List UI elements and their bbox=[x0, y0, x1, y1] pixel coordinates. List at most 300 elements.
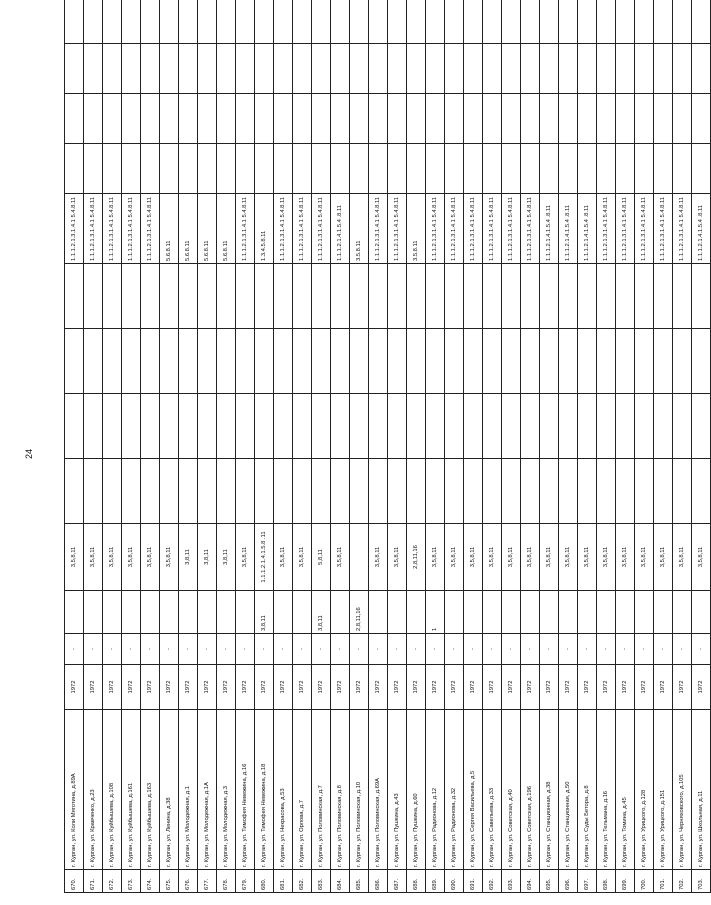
table-cell-c7 bbox=[350, 394, 369, 459]
table-cell-n: 678. bbox=[217, 870, 236, 893]
table-cell-c9 bbox=[369, 264, 388, 329]
table-cell-c3: - bbox=[483, 634, 502, 665]
table-cell-c12 bbox=[673, 94, 692, 144]
table-cell-c4 bbox=[122, 591, 141, 634]
table-cell-c13 bbox=[141, 44, 160, 94]
table-cell-c11 bbox=[673, 144, 692, 194]
table-cell-c3: - bbox=[217, 634, 236, 665]
table-cell-c9 bbox=[578, 264, 597, 329]
table-cell-c8 bbox=[483, 329, 502, 394]
table-cell-c14 bbox=[426, 0, 445, 44]
table-cell-n: 686. bbox=[369, 870, 388, 893]
table-cell-c5: 5,8,11 bbox=[312, 524, 331, 591]
table-cell-c14 bbox=[293, 0, 312, 44]
table-cell-addr: г. Курган, ул. Куйбышева, д.108 bbox=[103, 710, 122, 870]
table-cell-c13 bbox=[521, 44, 540, 94]
table-cell-c6 bbox=[236, 459, 255, 524]
table-cell-c13 bbox=[122, 44, 141, 94]
table-cell-c7 bbox=[198, 394, 217, 459]
table-cell-c7 bbox=[255, 394, 274, 459]
table-cell-c6 bbox=[198, 459, 217, 524]
table-cell-c9 bbox=[255, 264, 274, 329]
table-cell-c8 bbox=[141, 329, 160, 394]
table-cell-c14 bbox=[331, 0, 350, 44]
table-cell-c4 bbox=[616, 591, 635, 634]
table-cell-year: 1972 bbox=[597, 665, 616, 710]
table-cell-c5: 3,5,8,11 bbox=[369, 524, 388, 591]
table-cell-c5: 3,5,8,11 bbox=[122, 524, 141, 591]
table-cell-n: 703. bbox=[692, 870, 711, 893]
table-cell-c9 bbox=[616, 264, 635, 329]
table-cell-c8 bbox=[179, 329, 198, 394]
table-cell-c7 bbox=[559, 394, 578, 459]
table-cell-c10: 1.1.1.2.1.3.1.4.1 5.4.8.11 bbox=[654, 194, 673, 264]
table-cell-c11 bbox=[692, 144, 711, 194]
table-cell-c9 bbox=[483, 264, 502, 329]
table-cell-c9 bbox=[521, 264, 540, 329]
table-cell-c14 bbox=[312, 0, 331, 44]
table-cell-c6 bbox=[578, 459, 597, 524]
table-cell-n: 683. bbox=[312, 870, 331, 893]
table-cell-n: 698. bbox=[597, 870, 616, 893]
table-row bbox=[255, 0, 274, 893]
table-cell-c7 bbox=[65, 394, 84, 459]
table-cell-addr: г. Курган, ул. Суды Бетора, д.8 bbox=[578, 710, 597, 870]
table-cell-c12 bbox=[654, 94, 673, 144]
table-cell-c9 bbox=[236, 264, 255, 329]
table-cell-c14 bbox=[103, 0, 122, 44]
table-cell-c12 bbox=[350, 94, 369, 144]
table-cell-c5: 3,5,8,11 bbox=[103, 524, 122, 591]
table-cell-c9 bbox=[654, 264, 673, 329]
table-cell-c12 bbox=[331, 94, 350, 144]
table-cell-c5: 3,5,8,11 bbox=[274, 524, 293, 591]
table-row bbox=[673, 0, 692, 893]
table-cell-c4 bbox=[483, 591, 502, 634]
table-cell-c10: 1.1.1.2.1.4.1.5.4 .8.11 bbox=[692, 194, 711, 264]
table-cell-c5: 3,5,8,11 bbox=[331, 524, 350, 591]
table-cell-c12 bbox=[578, 94, 597, 144]
table-cell-c7 bbox=[160, 394, 179, 459]
table-cell-c14 bbox=[616, 0, 635, 44]
table-cell-c11 bbox=[312, 144, 331, 194]
table-cell-c3: - bbox=[654, 634, 673, 665]
table-cell-c11 bbox=[65, 144, 84, 194]
table-cell-c12 bbox=[445, 94, 464, 144]
table-cell-c14 bbox=[350, 0, 369, 44]
table-cell-c5: 3,5,8,11 bbox=[692, 524, 711, 591]
table-cell-c9 bbox=[692, 264, 711, 329]
table-cell-c13 bbox=[388, 44, 407, 94]
table-cell-c3: - bbox=[426, 634, 445, 665]
table-cell-c6 bbox=[521, 459, 540, 524]
table-cell-c4 bbox=[521, 591, 540, 634]
table-cell-c5: 3,5,8,11 bbox=[502, 524, 521, 591]
table-cell-c3: - bbox=[198, 634, 217, 665]
table-cell-c14 bbox=[635, 0, 654, 44]
table-cell-c6 bbox=[635, 459, 654, 524]
table-cell-c6 bbox=[445, 459, 464, 524]
table-cell-year: 1972 bbox=[198, 665, 217, 710]
table-cell-c5: 3,5,8,11 bbox=[616, 524, 635, 591]
table-cell-c12 bbox=[502, 94, 521, 144]
table-cell-c11 bbox=[559, 144, 578, 194]
table-cell-addr: г. Курган, ул. Черняховского, д.105 bbox=[673, 710, 692, 870]
table-cell-year: 1972 bbox=[293, 665, 312, 710]
table-cell-c8 bbox=[255, 329, 274, 394]
table-row bbox=[103, 0, 122, 893]
table-cell-c13 bbox=[179, 44, 198, 94]
table-cell-n: 688. bbox=[407, 870, 426, 893]
table-cell-c11 bbox=[369, 144, 388, 194]
table-cell-year: 1972 bbox=[521, 665, 540, 710]
table-cell-c3: - bbox=[84, 634, 103, 665]
table-cell-c12 bbox=[236, 94, 255, 144]
table-cell-addr: г. Курган, ул. Радионова, д.12 bbox=[426, 710, 445, 870]
table-cell-c10: 1.1.1.2.1.4.1.5.4 .8.11 bbox=[540, 194, 559, 264]
table-cell-c12 bbox=[84, 94, 103, 144]
table-cell-c4 bbox=[369, 591, 388, 634]
table-cell-c6 bbox=[540, 459, 559, 524]
table-cell-n: 690. bbox=[445, 870, 464, 893]
table-cell-year: 1972 bbox=[312, 665, 331, 710]
table-cell-c3: - bbox=[350, 634, 369, 665]
table-cell-c6 bbox=[255, 459, 274, 524]
table-cell-c11 bbox=[293, 144, 312, 194]
table-row bbox=[312, 0, 331, 893]
table-cell-n: 684. bbox=[331, 870, 350, 893]
table-cell-c4: 3,8,11 bbox=[312, 591, 331, 634]
table-cell-c6 bbox=[312, 459, 331, 524]
table-cell-year: 1972 bbox=[540, 665, 559, 710]
table-cell-n: 702. bbox=[673, 870, 692, 893]
table-cell-c11 bbox=[84, 144, 103, 194]
table-cell-c13 bbox=[331, 44, 350, 94]
table-cell-c8 bbox=[407, 329, 426, 394]
table-cell-c11 bbox=[103, 144, 122, 194]
table-cell-c13 bbox=[198, 44, 217, 94]
table-cell-c4 bbox=[293, 591, 312, 634]
table-row bbox=[350, 0, 369, 893]
table-cell-c3: - bbox=[103, 634, 122, 665]
table-cell-c3: - bbox=[179, 634, 198, 665]
table-row bbox=[274, 0, 293, 893]
table-cell-c11 bbox=[350, 144, 369, 194]
table-cell-c6 bbox=[407, 459, 426, 524]
table-cell-c3: - bbox=[274, 634, 293, 665]
table-cell-n: 671. bbox=[84, 870, 103, 893]
table-row bbox=[293, 0, 312, 893]
table-row bbox=[521, 0, 540, 893]
table-cell-c14 bbox=[236, 0, 255, 44]
table-cell-c14 bbox=[464, 0, 483, 44]
table-cell-c7 bbox=[141, 394, 160, 459]
table-cell-c12 bbox=[255, 94, 274, 144]
table-cell-year: 1972 bbox=[179, 665, 198, 710]
table-cell-c4 bbox=[141, 591, 160, 634]
table-cell-c12 bbox=[635, 94, 654, 144]
table-cell-c8 bbox=[122, 329, 141, 394]
table-cell-c6 bbox=[65, 459, 84, 524]
table-cell-c11 bbox=[502, 144, 521, 194]
table-cell-addr: г. Курган, ул. Советская, д.196 bbox=[521, 710, 540, 870]
table-cell-c3: - bbox=[236, 634, 255, 665]
table-cell-c7 bbox=[312, 394, 331, 459]
table-cell-c12 bbox=[483, 94, 502, 144]
table-cell-n: 697. bbox=[578, 870, 597, 893]
table-cell-c4 bbox=[445, 591, 464, 634]
table-cell-year: 1972 bbox=[274, 665, 293, 710]
table-cell-c11 bbox=[578, 144, 597, 194]
table-cell-c5: 3,5,8,11 bbox=[483, 524, 502, 591]
table-cell-c4 bbox=[65, 591, 84, 634]
table-cell-c4 bbox=[540, 591, 559, 634]
table-cell-addr: г. Курган, ул. Молодежная, д.1А bbox=[198, 710, 217, 870]
table-cell-c4: 3,8,11 bbox=[255, 591, 274, 634]
table-cell-c6 bbox=[502, 459, 521, 524]
table-cell-c4 bbox=[274, 591, 293, 634]
table-cell-c13 bbox=[407, 44, 426, 94]
table-cell-c6 bbox=[141, 459, 160, 524]
table-cell-c3: - bbox=[502, 634, 521, 665]
table-cell-c9 bbox=[540, 264, 559, 329]
table-cell-c12 bbox=[521, 94, 540, 144]
table-cell-addr: г. Курган, ул. Станционная, д.38 bbox=[540, 710, 559, 870]
table-cell-c8 bbox=[521, 329, 540, 394]
table-cell-c3: - bbox=[122, 634, 141, 665]
table-cell-c5: 3,5,8,11 bbox=[160, 524, 179, 591]
table-cell-c12 bbox=[692, 94, 711, 144]
table-cell-c10: 1.1.1.2.1.3.1.4.1 5.4.8.11 bbox=[141, 194, 160, 264]
table-cell-c5: 3,5,8,11 bbox=[65, 524, 84, 591]
table-cell-c5: 3,8,11 bbox=[217, 524, 236, 591]
table-cell-c8 bbox=[217, 329, 236, 394]
table-cell-c4 bbox=[407, 591, 426, 634]
table-cell-c13 bbox=[654, 44, 673, 94]
table-cell-c4 bbox=[179, 591, 198, 634]
table-cell-n: 689. bbox=[426, 870, 445, 893]
table-cell-c7 bbox=[179, 394, 198, 459]
table-cell-c3: - bbox=[407, 634, 426, 665]
table-cell-c11 bbox=[464, 144, 483, 194]
buildings-table bbox=[64, 0, 711, 893]
table-cell-year: 1972 bbox=[388, 665, 407, 710]
table-cell-c3: - bbox=[635, 634, 654, 665]
table-cell-c9 bbox=[407, 264, 426, 329]
table-cell-year: 1972 bbox=[635, 665, 654, 710]
table-cell-c7 bbox=[407, 394, 426, 459]
table-cell-c5: 3,5,8,11 bbox=[597, 524, 616, 591]
table-row bbox=[122, 0, 141, 893]
table-cell-c7 bbox=[293, 394, 312, 459]
table-cell-c13 bbox=[445, 44, 464, 94]
table-cell-c8 bbox=[293, 329, 312, 394]
table-cell-c5: 3,5,8,11 bbox=[84, 524, 103, 591]
table-row bbox=[426, 0, 445, 893]
table-cell-c12 bbox=[179, 94, 198, 144]
table-cell-c11 bbox=[122, 144, 141, 194]
table-row bbox=[407, 0, 426, 893]
table-cell-c10: 1.1.1.2.1.3.1.4.1 5.4.8.11 bbox=[65, 194, 84, 264]
table-row bbox=[217, 0, 236, 893]
table-cell-n: 681. bbox=[274, 870, 293, 893]
table-cell-c4 bbox=[654, 591, 673, 634]
table-cell-addr: г. Курган, ул. Некрасова, д.53 bbox=[274, 710, 293, 870]
table-cell-c6 bbox=[122, 459, 141, 524]
table-cell-c8 bbox=[274, 329, 293, 394]
table-cell-c5: 3,5,8,11 bbox=[654, 524, 673, 591]
table-cell-c3: - bbox=[692, 634, 711, 665]
table-cell-c3: - bbox=[559, 634, 578, 665]
table-cell-c8 bbox=[198, 329, 217, 394]
table-cell-c9 bbox=[464, 264, 483, 329]
table-row bbox=[654, 0, 673, 893]
table-row bbox=[692, 0, 711, 893]
table-cell-c5: 3,8,11 bbox=[198, 524, 217, 591]
table-cell-c5: 3,5,8,11 bbox=[236, 524, 255, 591]
table-cell-addr: г. Курган, ул. Кравченко, д.23 bbox=[84, 710, 103, 870]
table-row bbox=[578, 0, 597, 893]
table-row bbox=[331, 0, 350, 893]
table-cell-addr: г. Курган, ул. Урицкого, д.151 bbox=[654, 710, 673, 870]
table-cell-c9 bbox=[198, 264, 217, 329]
table-cell-c7 bbox=[464, 394, 483, 459]
table-row bbox=[559, 0, 578, 893]
table-cell-c10: 1.1.1.2.1.3.1.4.1 5.4.8.11 bbox=[616, 194, 635, 264]
table-cell-c13 bbox=[84, 44, 103, 94]
table-row bbox=[445, 0, 464, 893]
table-cell-c8 bbox=[84, 329, 103, 394]
table-cell-c9 bbox=[274, 264, 293, 329]
table-cell-c7 bbox=[369, 394, 388, 459]
table-cell-c14 bbox=[160, 0, 179, 44]
table-cell-c13 bbox=[540, 44, 559, 94]
table-cell-addr: г. Курган, ул. Молодежная, д.1 bbox=[179, 710, 198, 870]
table-cell-c5: 3,5,8,11 bbox=[578, 524, 597, 591]
table-cell-c9 bbox=[635, 264, 654, 329]
table-cell-c3: - bbox=[255, 634, 274, 665]
table-cell-c12 bbox=[103, 94, 122, 144]
table-cell-c3: - bbox=[141, 634, 160, 665]
table-cell-c8 bbox=[426, 329, 445, 394]
table-cell-c3: - bbox=[540, 634, 559, 665]
table-cell-c14 bbox=[654, 0, 673, 44]
table-row bbox=[160, 0, 179, 893]
table-cell-c8 bbox=[388, 329, 407, 394]
table-cell-c10: 1.1.1.2.1.3.1.4.1 5.4.8.11 bbox=[236, 194, 255, 264]
table-cell-c7 bbox=[426, 394, 445, 459]
table-cell-c14 bbox=[559, 0, 578, 44]
table-cell-addr: г. Курган, ул. Сергея Васильева, д.5 bbox=[464, 710, 483, 870]
table-cell-addr: г. Курган, ул. Ленина, д.38 bbox=[160, 710, 179, 870]
table-cell-c5: 3,5,8,11 bbox=[293, 524, 312, 591]
table-cell-c4 bbox=[502, 591, 521, 634]
table-cell-c11 bbox=[179, 144, 198, 194]
table-cell-c5: 1.1.1.2.1.4.1.5.8 .11 bbox=[255, 524, 274, 591]
table-cell-c5: 2,8,11,16 bbox=[407, 524, 426, 591]
table-cell-c3: - bbox=[445, 634, 464, 665]
table-cell-c11 bbox=[540, 144, 559, 194]
table-cell-year: 1972 bbox=[559, 665, 578, 710]
table-cell-c5: 3,5,8,11 bbox=[559, 524, 578, 591]
table-cell-year: 1972 bbox=[84, 665, 103, 710]
table-cell-c9 bbox=[350, 264, 369, 329]
table-cell-year: 1972 bbox=[692, 665, 711, 710]
table-cell-c7 bbox=[103, 394, 122, 459]
table-cell-c6 bbox=[692, 459, 711, 524]
table-cell-c13 bbox=[483, 44, 502, 94]
table-cell-c14 bbox=[122, 0, 141, 44]
table-cell-c11 bbox=[198, 144, 217, 194]
table-cell-year: 1972 bbox=[616, 665, 635, 710]
table-cell-c10: 1.3.4.5.8.11 bbox=[255, 194, 274, 264]
table-cell-year: 1972 bbox=[236, 665, 255, 710]
table-cell-c12 bbox=[141, 94, 160, 144]
table-cell-c8 bbox=[597, 329, 616, 394]
table-cell-c8 bbox=[236, 329, 255, 394]
table-cell-n: 673. bbox=[122, 870, 141, 893]
table-cell-c6 bbox=[293, 459, 312, 524]
table-cell-c4 bbox=[692, 591, 711, 634]
table-cell-addr: г. Курган, ул. Куйбышева, д.161 bbox=[122, 710, 141, 870]
table-cell-c11 bbox=[635, 144, 654, 194]
table-cell-c13 bbox=[236, 44, 255, 94]
table-cell-c11 bbox=[160, 144, 179, 194]
table-cell-n: 687. bbox=[388, 870, 407, 893]
table-cell-addr: г. Курган, ул. Орлова, д.7 bbox=[293, 710, 312, 870]
table-cell-c8 bbox=[350, 329, 369, 394]
table-cell-c10: 1.1.1.2.1.3.1.4.1 5.4.8.11 bbox=[293, 194, 312, 264]
table-cell-c14 bbox=[445, 0, 464, 44]
table-row bbox=[464, 0, 483, 893]
table-cell-n: 680. bbox=[255, 870, 274, 893]
table-cell-c6 bbox=[369, 459, 388, 524]
table-cell-c3: - bbox=[578, 634, 597, 665]
table-cell-c14 bbox=[521, 0, 540, 44]
table-cell-c6 bbox=[160, 459, 179, 524]
table-row bbox=[597, 0, 616, 893]
table-cell-addr: г. Курган, ул. Радионова, д.32 bbox=[445, 710, 464, 870]
table-cell-c3: - bbox=[521, 634, 540, 665]
table-row bbox=[84, 0, 103, 893]
table-cell-addr: г. Курган, ул. Советская, д.40 bbox=[502, 710, 521, 870]
table-cell-addr: г. Курган, ул. Куйбышева, д.163 bbox=[141, 710, 160, 870]
table-cell-c14 bbox=[388, 0, 407, 44]
table-cell-c5: 3,8,11 bbox=[179, 524, 198, 591]
table-cell-c12 bbox=[597, 94, 616, 144]
table-cell-c13 bbox=[692, 44, 711, 94]
table-cell-c11 bbox=[483, 144, 502, 194]
table-cell-c8 bbox=[65, 329, 84, 394]
table-row bbox=[198, 0, 217, 893]
table-cell-c5 bbox=[350, 524, 369, 591]
table-cell-addr: г. Курган, ул. Половинская, д.7 bbox=[312, 710, 331, 870]
table-cell-addr: г. Курган, ул. Пушкина, д.43 bbox=[388, 710, 407, 870]
table-cell-n: 677. bbox=[198, 870, 217, 893]
table-cell-c10: 1.1.1.2.1.3.1.4.1 5.4.8.11 bbox=[388, 194, 407, 264]
table-cell-c8 bbox=[331, 329, 350, 394]
table-cell-c7 bbox=[388, 394, 407, 459]
table-cell-c10: 5.6.8.11 bbox=[179, 194, 198, 264]
table-cell-year: 1972 bbox=[217, 665, 236, 710]
table-cell-c12 bbox=[198, 94, 217, 144]
table-cell-addr: г. Курган, ул. Станционная, д.50 bbox=[559, 710, 578, 870]
table-cell-c8 bbox=[369, 329, 388, 394]
table-cell-c13 bbox=[217, 44, 236, 94]
table-cell-n: 694. bbox=[521, 870, 540, 893]
table-cell-c13 bbox=[464, 44, 483, 94]
table-cell-c10: 1.1.1.2.1.4.1.5.4 .8.11 bbox=[331, 194, 350, 264]
